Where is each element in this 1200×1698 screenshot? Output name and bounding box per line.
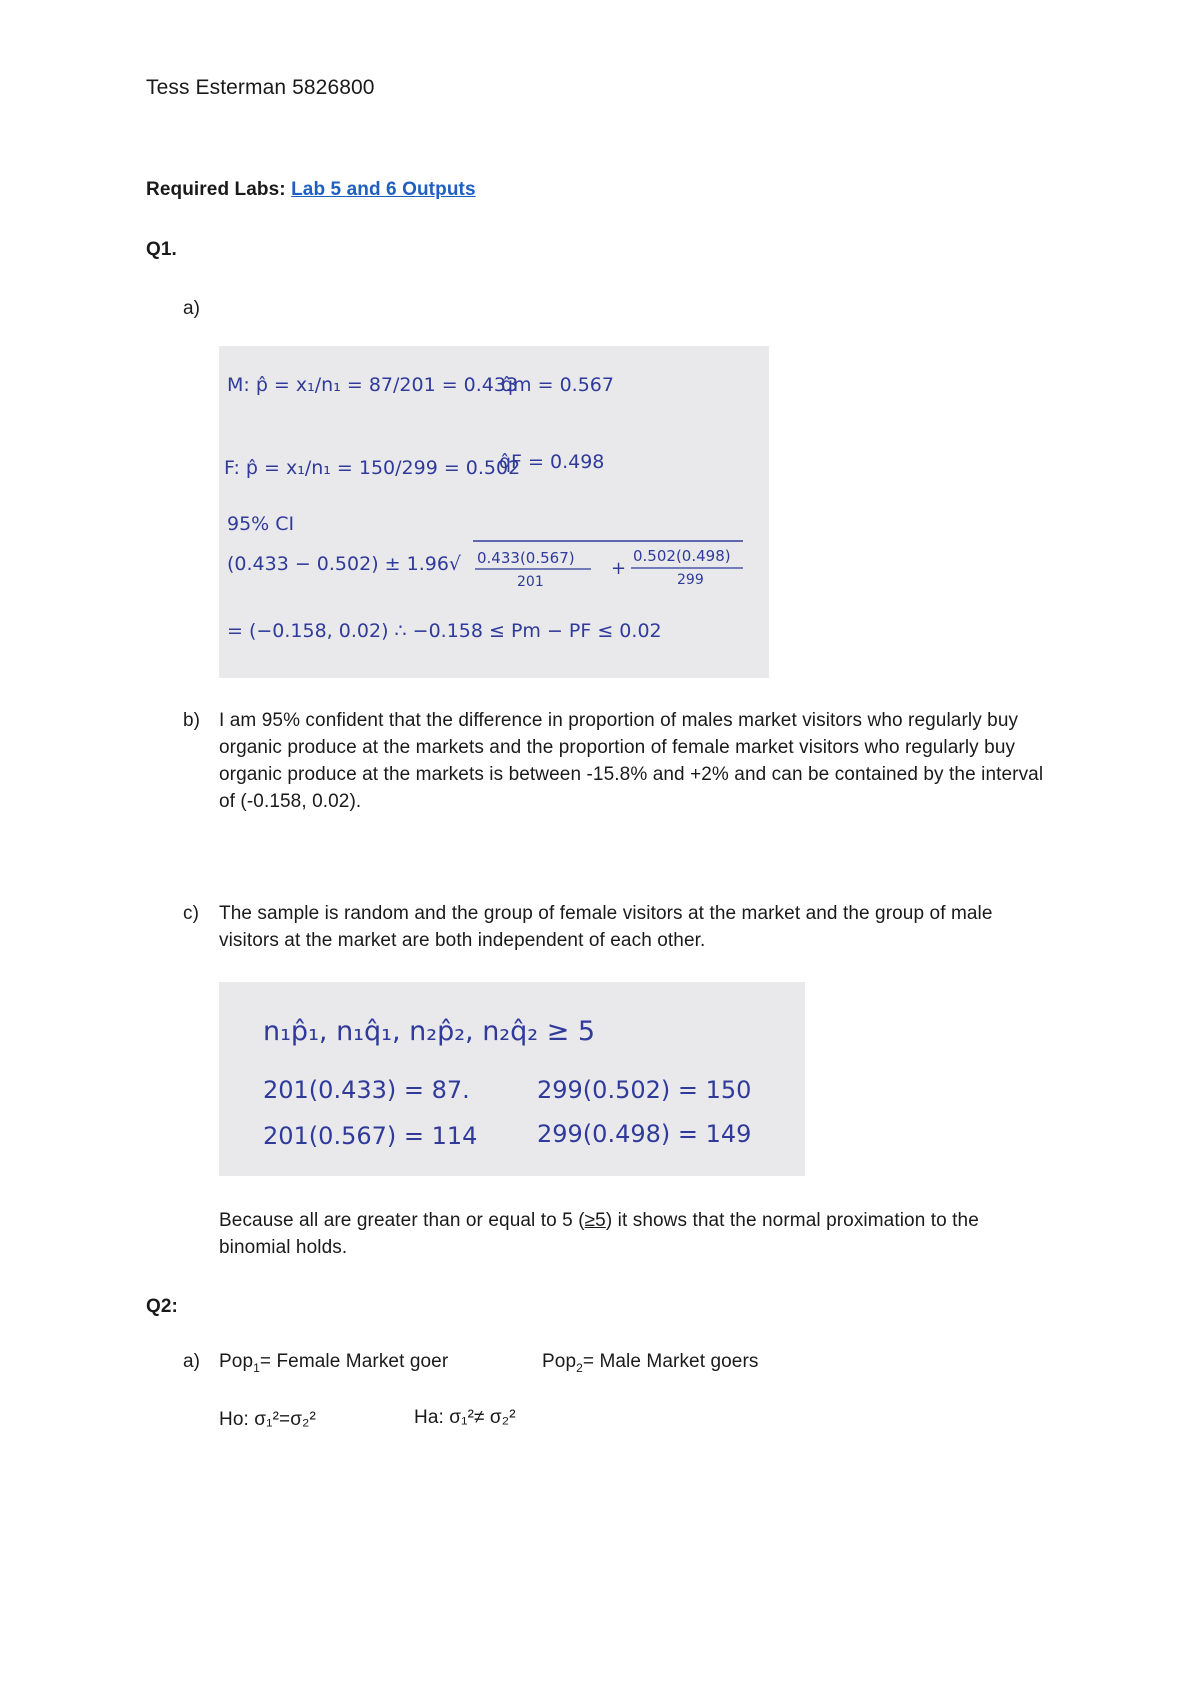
q2-title: Q2: xyxy=(146,1296,178,1317)
hw-frac2-den: 299 xyxy=(677,572,704,588)
q1-c-text: The sample is random and the group of female visitors at the market and the group of male visitors at the market are both independent of each other. xyxy=(219,903,993,951)
q2-pop1 xyxy=(219,1348,448,1382)
q1-b-label: b) xyxy=(183,710,201,731)
hw-ci-result: = (−0.158, 0.02) ∴ −0.158 ≤ Pm − PF ≤ 0.02 xyxy=(227,620,662,642)
q1-c-conclusion xyxy=(219,1207,1049,1261)
hw-frac1-num: 0.433(0.567) xyxy=(477,549,575,567)
q1-c-conclusion-symbol: ≥5 xyxy=(584,1210,606,1231)
hw-frac2-num: 0.502(0.498) xyxy=(633,547,731,565)
hw-male-phat: M: p̂ = x₁/n₁ = 87/201 = 0.433 xyxy=(227,374,519,396)
q1-c-conclusion-post: ) it shows that the normal proximation to the binomial holds. xyxy=(219,1210,979,1258)
q1-c-label: c) xyxy=(183,903,200,924)
q2-pop2 xyxy=(542,1348,759,1382)
q2-alt-hypothesis: Ha: σ₁²≠ σ₂² xyxy=(414,1407,516,1428)
q1-title: Q1. xyxy=(146,239,177,260)
author-line: Tess Esterman 5826800 xyxy=(146,76,375,99)
hw-n1p1: 201(0.433) = 87. xyxy=(263,1076,470,1104)
q2-pop1-sub: 1 xyxy=(253,1360,260,1375)
hw-female-phat: F: p̂ = x₁/n₁ = 150/299 = 0.502 xyxy=(224,457,521,479)
q2-a-label: a) xyxy=(183,1351,201,1372)
hw-frac1-den: 201 xyxy=(517,574,544,590)
handwritten-conditions-svg xyxy=(219,982,805,1176)
hw-conditions-header: n₁p̂₁, n₁q̂₁, n₂p̂₂, n₂q̂₂ ≥ 5 xyxy=(263,1016,596,1047)
q2-pop2-pre: Pop xyxy=(542,1351,577,1372)
q2-pop1-pre: Pop xyxy=(219,1351,254,1372)
hw-plus: + xyxy=(611,558,627,579)
q1-a-label: a) xyxy=(183,298,201,319)
hw-ci-label: 95% CI xyxy=(227,513,295,535)
hw-n1q1: 201(0.567) = 114 xyxy=(263,1122,478,1150)
hw-female-qhat: q̂F = 0.498 xyxy=(499,451,605,473)
hw-n2p2: 299(0.502) = 150 xyxy=(537,1076,752,1104)
handwritten-ci-photo xyxy=(219,346,769,678)
q2-pop1-post: = Female Market goer xyxy=(259,1351,449,1372)
lab-outputs-link[interactable]: Lab 5 and 6 Outputs xyxy=(291,179,476,200)
q2-pop2-post: = Male Market goers xyxy=(582,1351,759,1372)
q2-null-hypothesis: Ho: σ₁²=σ₂² xyxy=(219,1409,316,1430)
q1-c-conclusion-pre: Because all are greater than or equal to 5 ( xyxy=(219,1210,585,1231)
handwritten-conditions-photo xyxy=(219,982,805,1176)
required-labs-label: Required Labs: xyxy=(146,179,286,200)
hw-male-qhat: q̂m = 0.567 xyxy=(501,374,614,396)
handwritten-ci-svg xyxy=(219,346,769,678)
hw-ci-expression: (0.433 − 0.502) ± 1.96√ xyxy=(227,553,462,575)
hw-n2q2: 299(0.498) = 149 xyxy=(537,1120,752,1148)
q1-b-text: I am 95% confident that the difference in proportion of males market visitors who regularly buy organic produce at the markets and the proportion of female market visitors who regularly buy organic produce at the markets is between -15.8% and +2% and can be contained by the interval of (-0.158, 0.02). xyxy=(219,710,1044,812)
q2-pop2-sub: 2 xyxy=(576,1360,583,1375)
required-labs-line xyxy=(146,176,476,203)
